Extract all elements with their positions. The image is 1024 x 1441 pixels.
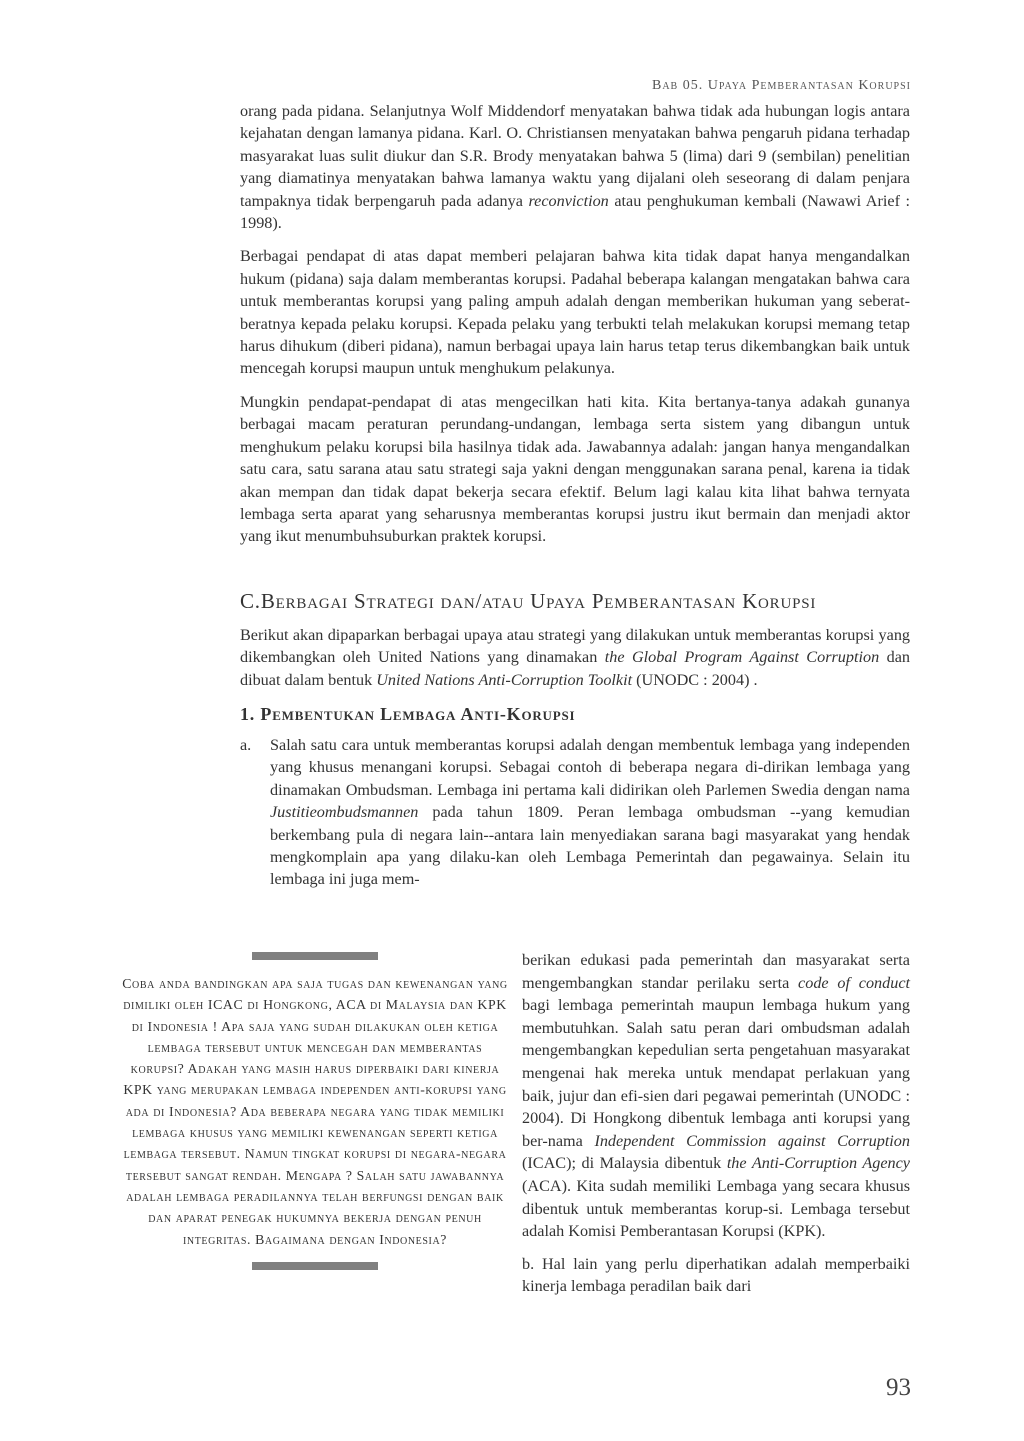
sidebar-top-bar xyxy=(252,952,378,960)
page-number: 93 xyxy=(886,1374,911,1401)
subsection-heading: 1. Pembentukan Lembaga Anti-Korupsi xyxy=(240,703,576,724)
section-heading: C.Berbagai Strategi dan/atau Upaya Pemberantasan Korupsi xyxy=(240,588,817,613)
section-intro: Berikut akan dipaparkan berbagai upaya atau strategi yang dilakukan untuk memberantas korupsi yang dikembangkan oleh United Nations yang dinamakan the Global Program Against Corruption dan dibuat dalam bentuk United Nations Anti-Corruption Toolkit (UNODC : 2004) . xyxy=(240,625,910,689)
sidebar-bottom-bar xyxy=(252,1262,378,1270)
running-header: Bab 05. Upaya Pemberantasan Korupsi xyxy=(651,78,911,93)
right-column xyxy=(522,949,910,1308)
sidebar-box xyxy=(122,952,508,1270)
paragraph: berikan edukasi pada pemerintah dan masyarakat serta mengembangkan standar perilaku serta code of conduct bagi lembaga pemerintah maupun lembaga hukum yang membutuhkan. Salah satu peran dari ombudsman adalah mengembangkan kepedulian serta pengetahuan masyarakat mengenai hak mereka untuk mendapat perlakuan yang baik, jujur dan efi-sien dari pegawai pemerintah (UNODC : 2004). Di Hongkong dibentuk lembaga anti korupsi yang ber-nama Independent Commission against Corruption (ICAC); di Malaysia dibentuk the Anti-Corruption Agency (ACA). Kita sudah memiliki Lembaga yang secara khusus dibentuk untuk memberantas korup-si. Lembaga tersebut adalah Komisi Pemberantasan Korupsi (KPK). xyxy=(522,951,910,1241)
paragraph: orang pada pidana. Selanjutnya Wolf Middendorf menyatakan bahwa tidak ada hubungan logis antara kejahatan dengan lamanya pidana. Karl. O. Christiansen menyatakan bahwa pengaruh pidana terhadap masyarakat luas sulit diukur dan S.R. Brody menyatakan bahwa 5 (lima) dari 9 (sembilan) penelitian yang diamatinya menyatakan bahwa lamanya waktu yang dijalani oleh seseorang di dalam penjara tampaknya tidak berpengaruh pada adanya reconviction atau penghukuman kembali (Nawawi Arief : 1998). xyxy=(240,102,911,233)
paragraph: Mungkin pendapat-pendapat di atas mengecilkan hati kita. Kita bertanya-tanya adakah gunanya berbagai macam peraturan perundang-undangan, lembaga serta sistem yang dibangun untuk menghukum pelaku korupsi bila hasilnya tidak ada. Jawabannya adalah: jangan hanya mengandalkan satu cara, satu sarana atau satu strategi saja yakni dengan menggunakan sarana penal, karena ia tidak akan mempan dan tidak dapat bekerja secara efektif. Belum lagi kalau kita lihat bahwa ternyata lembaga serta aparat yang seharusnya memberantas korupsi justru ikut bermain dan menjadi aktor yang ikut menumbuhsuburkan praktek korupsi. xyxy=(240,392,910,546)
sidebar-text: Coba anda bandingkan apa saja tugas dan kewenangan yang dimiliki oleh ICAC di Hongkong, ACA di Malaysia dan KPK di Indonesia ! Apa saja yang sudah dilakukan oleh ketiga lembaga tersebut untuk mencegah dan memberantas korupsi? Adakah yang masih harus diperbaiki dari kinerja KPK yang merupakan lembaga independen anti-korupsi yang ada di Indonesia? Ada beberapa negara yang tidak memiliki lembaga khusus yang memiliki kewenangan seperti ketiga lembaga tersebut. Namun tingkat korupsi di negara-negara tersebut sangat rendah. Mengapa ? Salah satu jawabannya adalah lembaga peradilannya telah berfungsi dengan baik dan aparat penegak hukumnya bekerja dengan penuh integritas. Bagaimana dengan Indonesia? xyxy=(122,976,508,1247)
paragraph: Berbagai pendapat di atas dapat memberi pelajaran bahwa kita tidak dapat hanya mengandalkan hukum (pidana) saja dalam memberantas korupsi. Padahal beberapa kalangan mengatakan bahwa cara untuk memberantas korupsi yang paling ampuh adalah dengan memberikan hukuman yang seberat-beratnya kepada pelaku korupsi. Kepada pelaku yang terbukti telah melakukan korupsi memang tetap harus dihukum (diberi pidana), namun berbagai upaya lain harus tetap terus dikembangkan baik untuk mencegah korupsi maupun untuk menghukum pelakunya. xyxy=(240,247,910,378)
list-item-a: a. Salah satu cara untuk memberantas korupsi adalah dengan membentuk lembaga yang independen yang khusus menangani korupsi. Sebagai contoh di beberapa negara di-dirikan lembaga yang dinamakan Ombudsman. Lembaga ini pertama kali didirikan oleh Parlemen Swedia dengan nama Justitieombudsmannen pada tahun 1809. Peran lembaga ombudsman --yang kemudian berkembang pula di negara lain--antara lain menyediakan sarana bagi masyarakat yang hendak mengkomplain apa yang dilaku-kan oleh Lembaga Pemerintah dan pegawainya. Selain itu lembaga ini juga mem- xyxy=(240,735,910,889)
list-marker: a. xyxy=(240,735,252,754)
main-column xyxy=(240,100,910,891)
paragraph: b. Hal lain yang perlu diperhatikan adalah memperbaiki kinerja lembaga peradilan baik dari xyxy=(522,1254,910,1296)
